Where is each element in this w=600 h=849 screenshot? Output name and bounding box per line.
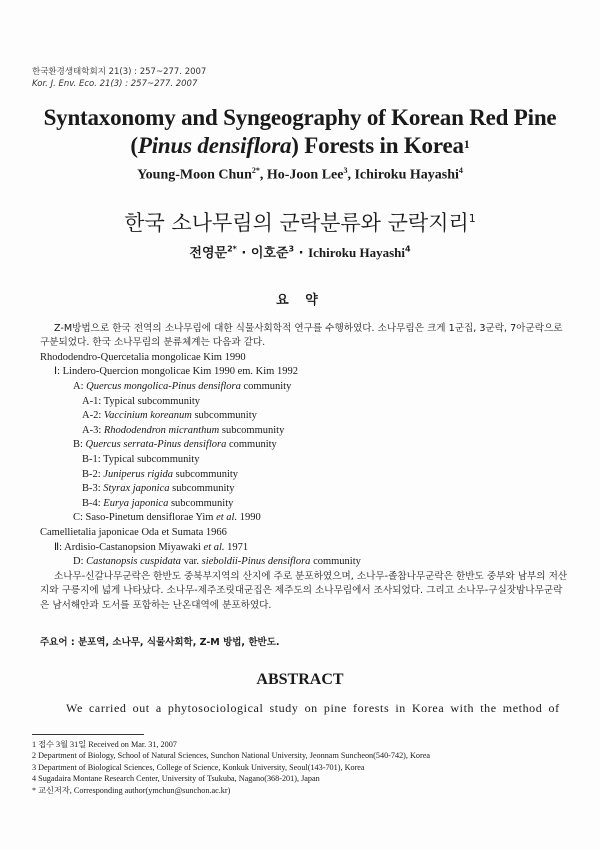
- syntaxon-row: [40, 365, 570, 380]
- paper-title-en: [0, 104, 600, 160]
- taxon-italic: et al.: [216, 512, 238, 524]
- syntaxon-text: Camellietalia japonicae Oda et Sumata 1966: [40, 526, 227, 538]
- syntaxon-row: [40, 497, 570, 512]
- abstract-paragraph-2: 소나무-신갈나무군락은 한반도 중북부지역의 산지에 주로 분포하였으며, 소나무-졸참나무군락은 한반도 중부와 남부의 저산지와 구릉지에 넓게 나타났다. 소나무-제주조릿대군집은 제주도의 소나무림에서 조사되었다. 그리고 소나무-구실잣밤나무군락은 남서해안과 도서를 포함하는 난온대역에 분포하였다.: [40, 570, 568, 611]
- footnote: 1 접수 3월 31일 Received on Mar. 31, 2007: [32, 740, 177, 749]
- syntaxon-text: community: [226, 439, 277, 451]
- footnotes: [32, 739, 430, 796]
- syntaxon-text: var.: [180, 556, 202, 568]
- abstract-ko-heading: 요 약: [276, 293, 324, 308]
- syntaxon-text: B:: [73, 439, 86, 451]
- journal-citation: [32, 66, 206, 90]
- taxon-italic: Juniperus rigida: [103, 468, 174, 480]
- paper-title-ko: 한국 소나무림의 군락분류와 군락지리$^1$: [124, 211, 476, 235]
- syntaxon-row: [40, 409, 570, 424]
- keywords: 주요어 : 분포역, 소나무, 식물사회학, Z-M 방법, 한반도.: [40, 637, 280, 648]
- syntaxon-text: subcommunity: [169, 483, 235, 495]
- footnote: * 교신저자, Corresponding author(ymchun@sunchon.ac.kr): [32, 785, 231, 795]
- taxon-italic: Eurya japonica: [103, 497, 169, 509]
- syntaxon-text: A-3:: [82, 424, 104, 436]
- syntaxon-row: [40, 395, 570, 410]
- taxon-italic: sieboldii-Pinus densiflora: [201, 556, 311, 568]
- abstract-ko-body: [40, 322, 570, 613]
- syntaxon-row: [40, 351, 570, 366]
- abstract-paragraph-1: Z-M방법으로 한국 전역의 소나무림에 대한 식물사회학적 연구를 수행하였다. 소나무림은 크게 1군집, 3군락, 7아군락으로 구분되었다. 한국 소나무림의 분류체계는 다음과 같다.: [40, 323, 563, 349]
- syntaxon-row: [40, 438, 570, 453]
- abstract-heading: ABSTRACT: [256, 671, 344, 688]
- syntaxon-row: [40, 541, 570, 556]
- journal-citation-ko: 한국환경생태학회지 21(3) : 257~277. 2007: [32, 67, 207, 77]
- syntaxon-text: subcommunity: [168, 497, 234, 509]
- taxon-italic: Castanopsis cuspidata: [86, 556, 181, 568]
- author: 이호준: [250, 246, 289, 261]
- syntaxon-row: [40, 468, 570, 483]
- journal-citation-en: Kor. J. Env. Eco. 21(3) : 257~277. 2007: [32, 79, 198, 89]
- syntaxon-row: [40, 453, 570, 468]
- syntaxon-text: community: [240, 381, 292, 392]
- author: Young-Moon Chun: [137, 167, 252, 183]
- syntaxon-row: [40, 482, 570, 497]
- syntaxon-text: 1971: [224, 541, 249, 553]
- author: Ichiroku Hayashi: [354, 167, 459, 183]
- syntaxon-row: [40, 511, 570, 526]
- syntaxon-text: subcommunity: [191, 410, 257, 422]
- footnote: 4 Sugadaira Montane Research Center, University of Tsukuba, Nagano(368-201), Japan: [32, 774, 320, 784]
- syntaxon-text: subcommunity: [173, 468, 239, 480]
- syntaxon-row: [40, 424, 570, 439]
- syntaxon-text: 1990: [237, 512, 261, 524]
- syntaxon-text: Rhododendro-Quercetalia mongolicae Kim 1990: [40, 351, 246, 363]
- syntaxon-text: Ⅰ: Lindero-Quercion mongolicae Kim 1990 em. Kim 1992: [54, 366, 298, 378]
- syntaxon-text: community: [310, 556, 361, 568]
- title-footnote-mark: 1: [463, 137, 470, 151]
- footnote: 2 Department of Biology, School of Natural Sciences, Sunchon National University, Jeonnam Suncheon(540-742), Korea: [32, 751, 430, 761]
- syntaxon-text: B-2:: [82, 468, 104, 480]
- syntaxon-text: C: Saso-Pinetum densiflorae Yim: [73, 512, 217, 524]
- taxon-italic: Vaccinium koreanum: [103, 410, 192, 422]
- title-line-2: (Pinus densiflora) Forests in Korea$^1$: [130, 133, 470, 158]
- authors-en: Young-Moon Chun$^{2*}$, Ho-Joon Lee$^3$, Ichiroku Hayashi$^4$: [137, 166, 463, 183]
- taxon-italic: Quercus serrata-Pinus densiflora: [85, 439, 227, 451]
- syntaxon-text: Ⅱ: Ardisio-Castanopsion Miyawaki: [54, 541, 204, 553]
- syntaxon-text: D:: [73, 556, 87, 568]
- author: 전영문: [189, 246, 228, 261]
- syntaxon-text: subcommunity: [219, 424, 285, 436]
- syntaxon-text: B-3:: [82, 483, 104, 495]
- taxon-italic: Quercus mongolica-Pinus densiflora: [86, 381, 241, 392]
- syntaxon-row: [40, 555, 570, 570]
- syntaxonomic-system: [40, 351, 570, 570]
- syntaxon-row: [40, 380, 570, 395]
- title-line-1: Syntaxonomy and Syngeography of Korean Red Pine: [43, 105, 557, 130]
- authors-ko: 전영문$^{2*}$ · 이호준$^3$ · Ichiroku Hayashi$^4$: [189, 244, 411, 261]
- footnote-rule: [32, 734, 144, 735]
- taxon-italic: Rhododendron micranthum: [103, 424, 220, 436]
- syntaxon-row: [40, 526, 570, 541]
- syntaxon-text: A-2:: [82, 410, 104, 422]
- syntaxon-text: B-4:: [82, 497, 104, 509]
- syntaxon-text: A:: [73, 381, 87, 392]
- syntaxon-text: A-1: Typical subcommunity: [82, 395, 201, 407]
- taxon-italic: Styrax japonica: [103, 483, 170, 495]
- taxon-italic: et al.: [203, 541, 225, 553]
- title-species: Pinus densiflora: [137, 133, 292, 158]
- abstract-first-line: We carried out a phytosociological study on pine forests in Korea with the method of: [66, 701, 560, 715]
- author: Ichiroku Hayashi: [308, 245, 406, 260]
- syntaxon-text: B-1: Typical subcommunity: [82, 453, 200, 465]
- author: Ho-Joon Lee: [266, 167, 344, 183]
- footnote: 3 Department of Biological Sciences, College of Science, Konkuk University, Seoul(143-701), Korea: [32, 762, 365, 772]
